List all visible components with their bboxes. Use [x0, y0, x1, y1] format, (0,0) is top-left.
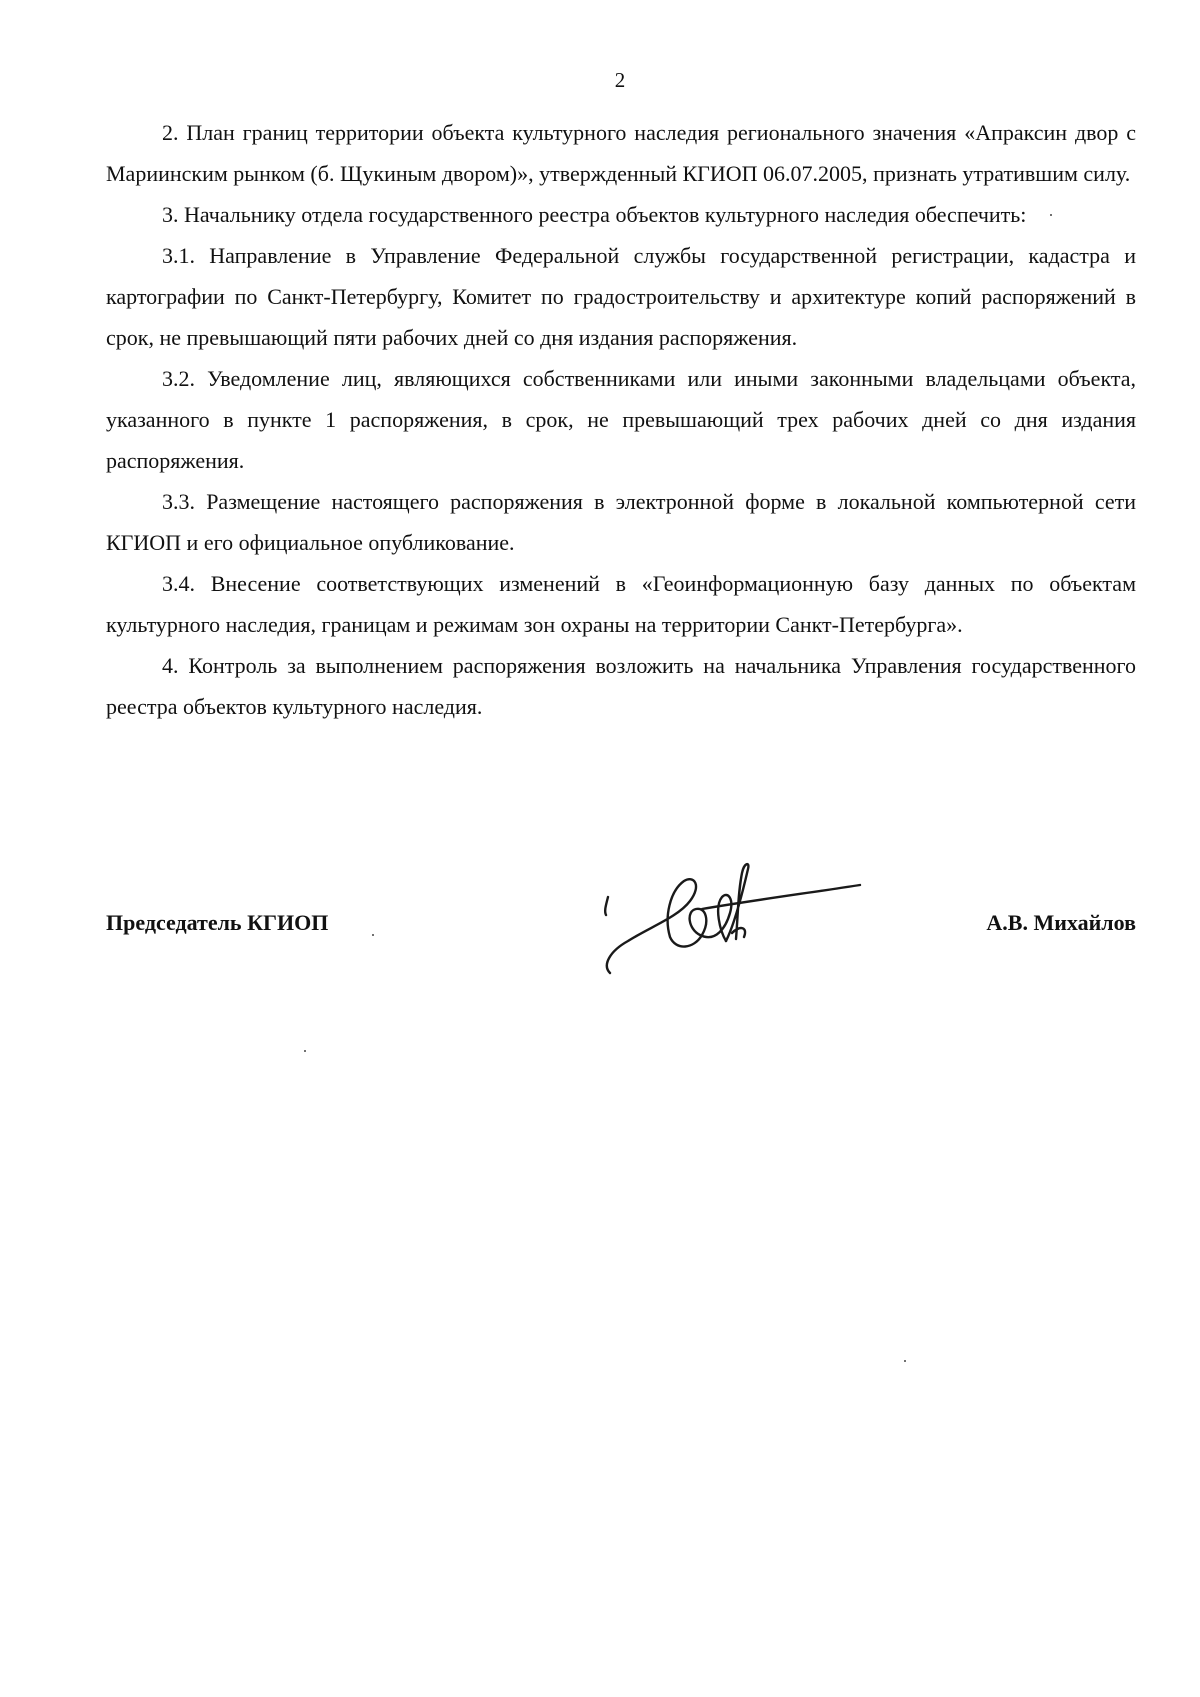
paragraph-line: культурного наследия, границам и режимам зон охраны на территории Санкт-Петербурга».	[106, 612, 963, 637]
paragraph-line: 3.4. Внесение соответствующих изменений в «Геоинформационную базу данных по объектам	[162, 571, 1136, 596]
signatory-name: А.В. Михайлов	[986, 910, 1136, 935]
paragraph-line: и картографии по Санкт-Петербургу, Комитет по градостроительству и архитектуре копий	[106, 243, 1137, 309]
handwritten-signature	[598, 855, 868, 985]
scan-speck	[304, 1050, 306, 1052]
paragraph-line: 4. Контроль за выполнением распоряжения возложить на начальника Управления	[162, 653, 962, 678]
paragraph-3-2	[106, 358, 1136, 481]
signatory-position: Председатель КГИОП	[106, 910, 329, 935]
paragraph-line: «Апраксин двор с Мариинским рынком (б. Щукиным двором)», утвержденный КГИОП 06.07.2005,	[106, 120, 1137, 186]
paragraph-line: 3.2. Уведомление лиц, являющихся собственниками или иными законными владельцами	[162, 366, 1046, 391]
document-body	[106, 112, 1136, 727]
scan-speck	[904, 1360, 906, 1362]
scan-speck	[1050, 214, 1052, 216]
paragraph-line: сети КГИОП и его официальное опубликование.	[106, 489, 1136, 555]
paragraph-line: распоряжений в срок, не превышающий пяти рабочих дней со дня издания распоряжения.	[106, 284, 1136, 350]
scan-speck	[372, 934, 374, 936]
paragraph-line: 3.1. Направление в Управление Федеральной службы государственной регистрации, кадастра	[162, 243, 1110, 268]
page-number: 2	[614, 68, 626, 92]
paragraph-3	[106, 194, 1136, 235]
paragraph-line: признать утратившим силу.	[873, 161, 1131, 186]
paragraph-3-1	[106, 235, 1136, 358]
paragraph-3-3	[106, 481, 1136, 563]
paragraph-3-4	[106, 563, 1136, 645]
paragraph-line: государственного реестра объектов культурного наследия.	[106, 653, 1137, 719]
paragraph-4	[106, 645, 1136, 727]
paragraph-line: со дня издания распоряжения.	[106, 407, 1137, 473]
paragraph-2	[106, 112, 1136, 194]
paragraph-line: 3.3. Размещение настоящего распоряжения в электронной форме в локальной компьютерной	[162, 489, 1084, 514]
paragraph-line: 3. Начальнику отдела государственного реестра объектов культурного наследия обеспечить:	[162, 202, 1027, 227]
paragraph-line: объекта, указанного в пункте 1 распоряжения, в срок, не превышающий трех рабочих дней	[106, 366, 1136, 432]
paragraph-line: 2. План границ территории объекта культурного наследия регионального значения	[162, 120, 957, 145]
